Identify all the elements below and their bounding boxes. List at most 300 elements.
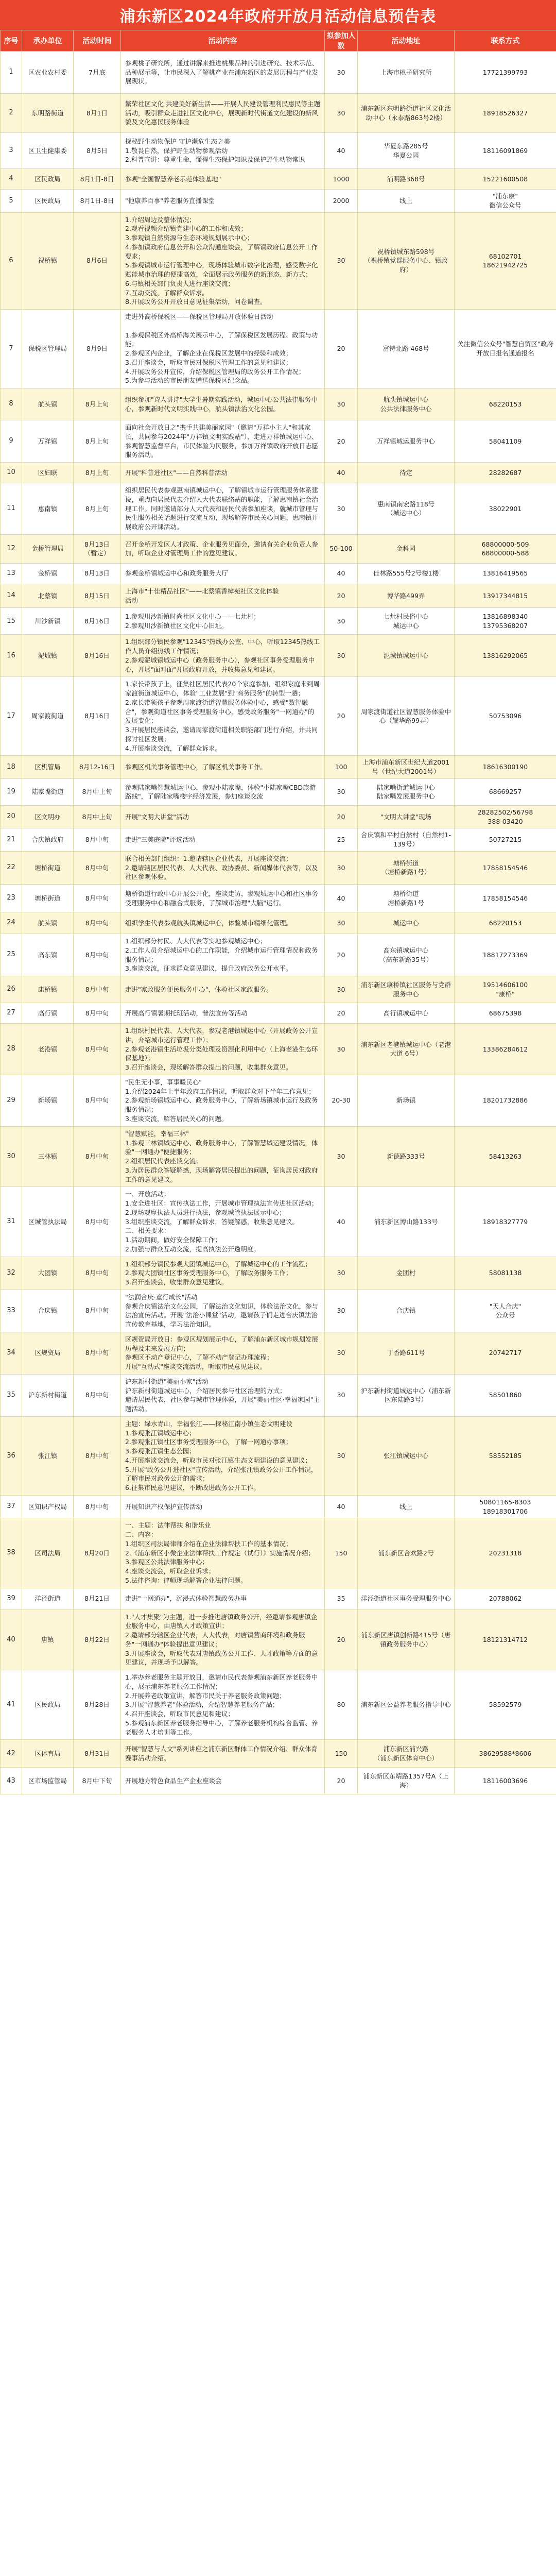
table-row — [1, 805, 556, 828]
cell-people: 40 — [325, 463, 358, 483]
table-row — [1, 212, 556, 310]
cell-time: 8月中旬 — [74, 1257, 121, 1290]
cell-no: 24 — [1, 912, 22, 934]
cell-no: 21 — [1, 828, 22, 852]
table-row — [1, 912, 556, 934]
cell-org: 洋泾街道 — [22, 1588, 74, 1609]
cell-addr: 惠南镇南宏路118号 （城运中心） — [358, 483, 455, 535]
cell-time: 8月上旬 — [74, 420, 121, 463]
cell-org: 区民政局 — [22, 169, 74, 190]
cell-content: 上海市"十佳精品社区"——北蔡镇香樟苑社区文化体验 活动 — [121, 584, 325, 608]
cell-org: 合庆镇政府 — [22, 828, 74, 852]
cell-contact: 18918327779 — [455, 1187, 556, 1257]
cell-time: 8月上旬 — [74, 483, 121, 535]
cell-people: 30 — [325, 52, 358, 94]
cell-people: 30 — [325, 1416, 358, 1495]
cell-content: 开展"文明大讲堂"活动 — [121, 805, 325, 828]
cell-addr: 周家渡街道社区智慧服务体验中心（耀华路99弄） — [358, 677, 455, 756]
table-row — [1, 190, 556, 213]
cell-contact: "浦东康" 微信公众号 — [455, 190, 556, 213]
cell-contact: 58081138 — [455, 1257, 556, 1290]
cell-contact: 20231318 — [455, 1518, 556, 1588]
cell-contact: 13917344815 — [455, 584, 556, 608]
cell-no: 26 — [1, 976, 22, 1003]
cell-people: 50-100 — [325, 534, 358, 563]
cell-org: 祝桥镇 — [22, 212, 74, 310]
table-row — [1, 934, 556, 976]
cell-addr: 待定 — [358, 463, 455, 483]
table-row — [1, 52, 556, 94]
cell-people: 30 — [325, 94, 358, 133]
cell-time: 8月13日 （暂定） — [74, 534, 121, 563]
cell-no: 41 — [1, 1670, 22, 1740]
cell-content: 组织学生代表参观航头镇城运中心，体验城市精细化管理。 — [121, 912, 325, 934]
cell-addr: 浦东新区合欢路2号 — [358, 1518, 455, 1588]
cell-contact: 18116003696 — [455, 1768, 556, 1794]
cell-addr: 航头镇城运中心 公共法律服务中心 — [358, 388, 455, 420]
cell-content: 召开金桥开发区人才政策、企业服务见面会，邀请有关企业负责人参加，听取企业对管理局工作的意见建议。 — [121, 534, 325, 563]
table-row — [1, 463, 556, 483]
table-row — [1, 635, 556, 677]
cell-time: 8月中旬 — [74, 1332, 121, 1374]
cell-org: 金桥管理局 — [22, 534, 74, 563]
cell-org: 区司法局 — [22, 1518, 74, 1588]
cell-people: 40 — [325, 563, 358, 584]
cell-time: 8月中下旬 — [74, 1768, 121, 1794]
cell-time: 8月1日-8日 — [74, 190, 121, 213]
cell-people: 40 — [325, 1187, 358, 1257]
cell-addr: 张江镇城运中心 — [358, 1416, 455, 1495]
cell-addr: 浦东新区东靖路1357号A（上海） — [358, 1768, 455, 1794]
cell-no: 31 — [1, 1187, 22, 1257]
cell-addr: 泥城镇城运中心 — [358, 635, 455, 677]
cell-time: 8月12-16日 — [74, 756, 121, 779]
cell-time: 8月中旬 — [74, 1003, 121, 1024]
cell-addr: 新德路333号 — [358, 1126, 455, 1187]
cell-people: 20 — [325, 805, 358, 828]
cell-contact: 20742717 — [455, 1332, 556, 1374]
cell-no: 3 — [1, 133, 22, 169]
cell-addr: 沪东新村街道城运中心（浦东新区东陆路3号） — [358, 1374, 455, 1416]
cell-time: 8月16日 — [74, 635, 121, 677]
cell-content: 塘桥街道行政中心开展公开化，座谈走访，参观城运中心和社区事务受理服务中心和融合式服务，了解城市治理"大脑"运行。 — [121, 885, 325, 912]
activity-table — [0, 30, 556, 1794]
cell-contact: 18918526327 — [455, 94, 556, 133]
cell-org: 高东镇 — [22, 934, 74, 976]
cell-contact: 58501860 — [455, 1374, 556, 1416]
cell-org: 东明路街道 — [22, 94, 74, 133]
cell-org: 老港镇 — [22, 1024, 74, 1075]
cell-addr: 万祥镇城运服务中心 — [358, 420, 455, 463]
cell-time: 8月中旬 — [74, 1416, 121, 1495]
table-row — [1, 608, 556, 635]
cell-content: 参观区机关事务管理中心，了解区机关事务工作。 — [121, 756, 325, 779]
cell-content: 走进外高桥保税区——保税区管理局开放体验日活动 1.参观保税区外高桥海关展示中心，了解保税区发展历程、政策与功能； 2.参观区内企业，了解企业在保税区发展中的经验和成效； 3.召开座谈会，听取市民对保税区管理工作的意见和建议； 4.开展政务公开宣传，介绍保税区管理局的政务公开工作情况； 5.为参与活动的市民朋友赠送保税区纪念品。 — [121, 310, 325, 388]
cell-time: 8月中旬 — [74, 1374, 121, 1416]
cell-time: 8月上旬 — [74, 388, 121, 420]
cell-addr: 金科园 — [358, 534, 455, 563]
cell-org: 区城管执法局 — [22, 1187, 74, 1257]
cell-addr: 高行镇城运中心 — [358, 1003, 455, 1024]
table-row — [1, 1374, 556, 1416]
cell-content: 参观桃子研究所，通过讲解来推进桃果品种的引进研究、技术示范、品种展示等，让市民深入了解桃产业在浦东新区的发展历程与产业发展现状。 — [121, 52, 325, 94]
cell-people: 30 — [325, 212, 358, 310]
cell-org: 航头镇 — [22, 912, 74, 934]
cell-content: 1.组织部分村民、人大代表等实地参观城运中心； 2.工作人员介绍城运中心的工作职能，介绍城市运行管理情况和政务服务情况； 3.座谈交流，征求群众意见建议，提升政府政务公开水平。 — [121, 934, 325, 976]
cell-contact: 20788062 — [455, 1588, 556, 1609]
cell-org: 张江镇 — [22, 1416, 74, 1495]
cell-content: 走进"一网通办"，沉浸式体验智慧政务办事 — [121, 1588, 325, 1609]
cell-time: 8月中旬 — [74, 1187, 121, 1257]
cell-time: 8月中旬 — [74, 851, 121, 884]
cell-time: 8月9日 — [74, 310, 121, 388]
table-row — [1, 1768, 556, 1794]
table-body — [1, 52, 556, 1794]
cell-org: 区民政局 — [22, 190, 74, 213]
cell-people: 30 — [325, 851, 358, 884]
cell-no: 18 — [1, 756, 22, 779]
cell-content: 1.介绍周边及整体情况； 2.观看视频介绍镇党建中心的工作和成效； 3.参观镇自然资源与生态环境规划展示中心； 4.参加镇政府信息公开和公众沟通座谈会，了解镇政府信息公开工作要求； 5.参观镇城市运行管理中心，现场体验城市数字化治理，感受数字化赋能城市治理的便捷高效，全面展示政务服务的新形态、新方式； 6.与镇相关部门负责人进行座谈交流； 7.互动交流，了解群众诉求。 8.开展政务公开开放日意见征集活动，问卷调查。 — [121, 212, 325, 310]
cell-contact: 58041109 — [455, 420, 556, 463]
table-row — [1, 1332, 556, 1374]
header-content: 活动内容 — [121, 30, 325, 52]
table-row — [1, 885, 556, 912]
header-org: 承办单位 — [22, 30, 74, 52]
cell-content: 走进"三美庭院"评选活动 — [121, 828, 325, 852]
cell-addr: 佳林路555号2号楼1楼 — [358, 563, 455, 584]
cell-content: 开展地方特色食品生产企业座谈会 — [121, 1768, 325, 1794]
cell-addr: 上海市桃子研究所 — [358, 52, 455, 94]
cell-no: 32 — [1, 1257, 22, 1290]
table-row — [1, 1495, 556, 1518]
cell-no: 1 — [1, 52, 22, 94]
cell-no: 14 — [1, 584, 22, 608]
cell-org: 区机管局 — [22, 756, 74, 779]
cell-people: 30 — [325, 635, 358, 677]
cell-no: 12 — [1, 534, 22, 563]
cell-time: 8月中旬 — [74, 1290, 121, 1332]
cell-time: 8月中旬 — [74, 1126, 121, 1187]
cell-people: 40 — [325, 1495, 358, 1518]
cell-no: 43 — [1, 1768, 22, 1794]
cell-time: 8月15日 — [74, 584, 121, 608]
cell-content: 开展高行镇暑期托班活动，普法宣传等活动 — [121, 1003, 325, 1024]
table-row — [1, 778, 556, 805]
cell-content: 一、开放活动： 1.安全进社区：宣传执法工作，开展城市管理执法宣传进社区活动； 2.现场观摩执法人员进行执法，参观城管执法展示中心； 3.组织座谈交流，了解群众诉求，答疑解惑，收集意见建议。 二、相关要求： 1.活动期间，做好安全保障工作； 2.加强与群众互动交流，提高执法公开透明度。 — [121, 1187, 325, 1257]
cell-contact: 68220153 — [455, 388, 556, 420]
cell-people: 30 — [325, 1257, 358, 1290]
cell-time: 8月中旬 — [74, 1075, 121, 1126]
cell-org: 区规资局 — [22, 1332, 74, 1374]
cell-content: 区规资局开放日：参观区规划展示中心，了解浦东新区城市规划发展历程及未来发展方向； 参观区不动产登记中心，了解不动产登记办理流程； 开展"互动式"座谈交流活动，听取市民意见建议。 — [121, 1332, 325, 1374]
cell-content: 1.参观川沙新镇时尚社区文化中心——七灶村； 2.参观川沙新镇社区文化中心旧址。 — [121, 608, 325, 635]
cell-no: 13 — [1, 563, 22, 584]
cell-time: 8月1日 — [74, 94, 121, 133]
header-people: 拟参加人数 — [325, 30, 358, 52]
cell-people: 30 — [325, 388, 358, 420]
header-time: 活动时间 — [74, 30, 121, 52]
cell-content: 繁荣社区文化 共建美好新生活——开展人民建设管理利民惠民等主题活动，吸引群众走进社区文化中心，展现新时代街道文化建设的新风貌及文化惠民服务体验 — [121, 94, 325, 133]
table-row — [1, 1126, 556, 1187]
cell-contact: 17721399793 — [455, 52, 556, 94]
cell-org: 航头镇 — [22, 388, 74, 420]
cell-contact: 18116091869 — [455, 133, 556, 169]
cell-content: 1."人才集聚"为主题，进一步推进唐镇政务公开，经邀请参观唐镇企业服务中心，由唐镇人才政策宣讲； 2.邀请部分辖区企业代表，人大代表，对唐镇营商环境和政务服务"一网通办"体验提出意见建议； 3.开展座谈会，听取代表对唐镇政务公开工作、人才政策等方面的意见建议，并现场予以解答。 — [121, 1609, 325, 1670]
table-row — [1, 420, 556, 463]
cell-content: "民生无小事，事事暖民心" 1.介绍2024年上半年政府工作情况，听取群众对下半年工作意见； 2.参观新场镇城运中心、政务服务中心，了解新场镇城市运行及政务服务情况； 3.座谈交流，解答居民关心的问题。 — [121, 1075, 325, 1126]
cell-time: 8月13日 — [74, 563, 121, 584]
cell-content: 主题：绿水青山，幸福张江——探秘江南小镇生态文明建设 1.参观张江镇城运中心； 2.参观张江镇社区事务受理服务中心，了解一网通办事项； 3.参观张江镇生态公园； 4.开展座谈交流会，听取市民对张江镇生态文明建设的意见建议； 5.开展"政务公开进社区"宣传活动，介绍张江镇政务公开工作情况，了解市民对政务公开的需求； 6.征集市民意见建议，不断改进政务公开工作。 — [121, 1416, 325, 1495]
cell-content: 面向社会开放日之"携手共建美丽家园"（邀请"万祥小主人"和其家长，共同参与2024年"万祥镇文明实践站"），走进万祥镇城运中心、参观智慧监督平台，市民体验为民服务，参加万祥镇政府开放日志愿服务活动。 — [121, 420, 325, 463]
cell-org: 区文明办 — [22, 805, 74, 828]
cell-org: 康桥镇 — [22, 976, 74, 1003]
cell-addr: 金团村 — [358, 1257, 455, 1290]
cell-no: 37 — [1, 1495, 22, 1518]
table-row — [1, 534, 556, 563]
cell-content: 走进"家政服务便民服务中心"，体验社区家政服务。 — [121, 976, 325, 1003]
cell-no: 34 — [1, 1332, 22, 1374]
cell-addr: 博华路499弄 — [358, 584, 455, 608]
cell-org: 区民政局 — [22, 1670, 74, 1740]
cell-addr: 浦东新区老港镇城运中心（老港大道 6号） — [358, 1024, 455, 1075]
cell-people: 20 — [325, 677, 358, 756]
table-row — [1, 828, 556, 852]
cell-org: 区体育局 — [22, 1740, 74, 1768]
cell-org: 陆家嘴街道 — [22, 778, 74, 805]
cell-people: 20 — [325, 934, 358, 976]
cell-content: 沪东新村街道"美丽小家"活动 沪东新村街道城运中心，介绍居民参与社区治理的方式； 邀请居民代表，社区参与城市管理体验，开展"美丽社区·幸福家园"主题活动。 — [121, 1374, 325, 1416]
cell-contact: 18616300190 — [455, 756, 556, 779]
cell-people: 20 — [325, 584, 358, 608]
table-row — [1, 851, 556, 884]
cell-people: 35 — [325, 1588, 358, 1609]
cell-content: 组织参加"诗人讲诗"大学生暑期实践活动，城运中心公共法律服务中心，参观新时代文明实践中心，航头镇法治文化公园。 — [121, 388, 325, 420]
table-row — [1, 1588, 556, 1609]
cell-people: 20-30 — [325, 1075, 358, 1126]
cell-time: 8月中旬 — [74, 912, 121, 934]
cell-contact: 50753096 — [455, 677, 556, 756]
cell-org: 三林镇 — [22, 1126, 74, 1187]
cell-no: 30 — [1, 1126, 22, 1187]
cell-org: 周家渡街道 — [22, 677, 74, 756]
header-addr: 活动地址 — [358, 30, 455, 52]
cell-people: 20 — [325, 310, 358, 388]
cell-people: 30 — [325, 1374, 358, 1416]
cell-addr: 洋泾街道社区事务受理服务中心 — [358, 1588, 455, 1609]
cell-no: 23 — [1, 885, 22, 912]
cell-contact: 38629588*8606 — [455, 1740, 556, 1768]
table-row — [1, 133, 556, 169]
cell-org: 泥城镇 — [22, 635, 74, 677]
cell-no: 15 — [1, 608, 22, 635]
cell-time: 8月16日 — [74, 608, 121, 635]
cell-org: 川沙新镇 — [22, 608, 74, 635]
cell-content: 1.组织部分镇民参观大团镇城运中心，了解城运中心的工作流程； 2.参观大团镇社区事务受理服务中心，了解政务服务工作； 3.召开座谈会，收集群众意见建议。 — [121, 1257, 325, 1290]
table-row — [1, 1075, 556, 1126]
cell-contact: 28282687 — [455, 463, 556, 483]
cell-contact: 17858154546 — [455, 851, 556, 884]
cell-time: 7月底 — [74, 52, 121, 94]
cell-content: 参观金桥镇城运中心和政务服务大厅 — [121, 563, 325, 584]
table-row — [1, 1740, 556, 1768]
cell-no: 35 — [1, 1374, 22, 1416]
cell-no: 20 — [1, 805, 22, 828]
cell-contact: 68220153 — [455, 912, 556, 934]
table-row — [1, 563, 556, 584]
page-title: 浦东新区2024年政府开放月活动信息预告表 — [119, 8, 437, 26]
cell-no: 4 — [1, 169, 22, 190]
cell-people: 40 — [325, 885, 358, 912]
cell-people: 30 — [325, 976, 358, 1003]
table-row — [1, 483, 556, 535]
cell-addr: 七灶村民俗中心 城运中心 — [358, 608, 455, 635]
cell-content: 一、主题：法律帮扶 和谐乐业 二、内容： 1.组织区司法局律师介绍在企业法律帮扶工作的基本情况； 2.《浦东新区小微企业法律帮扶工作规定（试行）》实施情况介绍； 3.参观区公共法律服务中心； 4.座谈交流会，听取企业诉求； 5.法律咨询：律师现场解答企业法律问题。 — [121, 1518, 325, 1588]
cell-contact: 68102701 18621942725 — [455, 212, 556, 310]
cell-addr: 富特北路 468号 — [358, 310, 455, 388]
table-row — [1, 677, 556, 756]
cell-addr: 浦东新区东明路街道社区文化活动中心（永泰路863号2楼） — [358, 94, 455, 133]
cell-contact: 18817273369 — [455, 934, 556, 976]
cell-org: 区卫生健康委 — [22, 133, 74, 169]
cell-org: 区知识产权局 — [22, 1495, 74, 1518]
cell-content: 联合相关部门组织：1.邀请辖区企业代表，开展座谈交流； 2.邀请辖区居民代表、人大代表、政协委员、新闻媒体代表等，以及社区参观体验。 — [121, 851, 325, 884]
cell-time: 8月中旬 — [74, 1495, 121, 1518]
cell-no: 17 — [1, 677, 22, 756]
cell-org: 唐镇 — [22, 1609, 74, 1670]
cell-org: 大团镇 — [22, 1257, 74, 1290]
cell-content: "他康养百事"养老服务直播课堂 — [121, 190, 325, 213]
table-row — [1, 584, 556, 608]
cell-content: 参观"全国智慧养老示范体验基地" — [121, 169, 325, 190]
cell-addr: "文明大讲堂"现场 — [358, 805, 455, 828]
cell-people: 30 — [325, 1332, 358, 1374]
cell-org: 区农业农村委 — [22, 52, 74, 94]
cell-people: 150 — [325, 1518, 358, 1588]
table-row — [1, 1024, 556, 1075]
cell-people: 1000 — [325, 169, 358, 190]
cell-no: 38 — [1, 1518, 22, 1588]
cell-time: 8月中旬 — [74, 828, 121, 852]
cell-no: 6 — [1, 212, 22, 310]
cell-org: 北蔡镇 — [22, 584, 74, 608]
cell-contact: 19514606100 "康桥" — [455, 976, 556, 1003]
cell-people: 30 — [325, 483, 358, 535]
cell-content: 探秘野生动物保护 守护濒危生态之美 1.敬畏自然，保护野生动物参观活动 2.科普宣讲：尊重生命，懂得生态保护知识及保护野生动物常识 — [121, 133, 325, 169]
table-row — [1, 1670, 556, 1740]
cell-contact: 50801165-8303 18918301706 — [455, 1495, 556, 1518]
cell-people: 30 — [325, 1290, 358, 1332]
cell-contact: 58552185 — [455, 1416, 556, 1495]
cell-addr: 合庆镇和平村自然村（自然村1-139号） — [358, 828, 455, 852]
cell-contact: 17858154546 — [455, 885, 556, 912]
table-row — [1, 976, 556, 1003]
cell-contact: 18201732886 — [455, 1075, 556, 1126]
cell-contact: 68675398 — [455, 1003, 556, 1024]
cell-content: "法润合庆·童行成长"活动 参观合庆镇法治文化公园，了解法治文化知识，体验法治文化，参与法治宣传活动。开展"法治小课堂"活动，邀请孩子们走进合庆镇法治宣传教育基地，学习法治知识。 — [121, 1290, 325, 1332]
cell-time: 8月20日 — [74, 1518, 121, 1588]
cell-no: 5 — [1, 190, 22, 213]
cell-people: 30 — [325, 912, 358, 934]
cell-addr: 浦东新区康桥镇社区服务与党群服务中心 — [358, 976, 455, 1003]
cell-contact: 13816292065 — [455, 635, 556, 677]
table-row — [1, 94, 556, 133]
cell-no: 28 — [1, 1024, 22, 1075]
cell-people: 20 — [325, 420, 358, 463]
cell-org: 区市场监管局 — [22, 1768, 74, 1794]
cell-addr: 高东镇城运中心 （高东新路35号） — [358, 934, 455, 976]
cell-content: "智慧赋能，幸福三林" 1.参观三林镇城运中心、政务服务中心，了解智慧城运建设情况，体验"一网通办"便捷服务； 2.组织居民代表座谈交流； 3.为居民群众答疑解惑，现场解答居民提出的问题，征询居民对政府工作的意见建议。 — [121, 1126, 325, 1187]
cell-no: 39 — [1, 1588, 22, 1609]
cell-no: 27 — [1, 1003, 22, 1024]
cell-addr: 塘桥街道 （塘桥新路1号） — [358, 851, 455, 884]
cell-addr: 线上 — [358, 1495, 455, 1518]
table-row — [1, 310, 556, 388]
cell-people: 80 — [325, 1670, 358, 1740]
cell-people: 150 — [325, 1740, 358, 1768]
cell-no: 7 — [1, 310, 22, 388]
cell-addr: 祝桥镇城东路598号 （祝桥镇党群服务中心、镇政府） — [358, 212, 455, 310]
table-header-row — [1, 30, 556, 52]
header-no: 序号 — [1, 30, 22, 52]
cell-addr: 陆家嘴街道城运中心 陆家嘴发展服务中心 — [358, 778, 455, 805]
cell-org: 塘桥街道 — [22, 851, 74, 884]
cell-addr: 浦东新区博山路133号 — [358, 1187, 455, 1257]
cell-time: 8月5日 — [74, 133, 121, 169]
cell-people: 20 — [325, 1768, 358, 1794]
title-bar — [0, 0, 556, 30]
cell-time: 8月中旬 — [74, 885, 121, 912]
cell-contact: 28282502/56798 388-03420 — [455, 805, 556, 828]
table-row — [1, 1518, 556, 1588]
cell-people: 30 — [325, 608, 358, 635]
cell-org: 惠南镇 — [22, 483, 74, 535]
cell-addr: 丁香路611号 — [358, 1332, 455, 1374]
cell-people: 2000 — [325, 190, 358, 213]
cell-contact: 13816419565 — [455, 563, 556, 584]
cell-contact: 38022901 — [455, 483, 556, 535]
cell-no: 25 — [1, 934, 22, 976]
cell-org: 高行镇 — [22, 1003, 74, 1024]
cell-no: 42 — [1, 1740, 22, 1768]
cell-contact: 68800000-509 68800000-588 — [455, 534, 556, 563]
cell-people: 30 — [325, 1024, 358, 1075]
table-row — [1, 756, 556, 779]
cell-org: 新场镇 — [22, 1075, 74, 1126]
cell-org: 区妇联 — [22, 463, 74, 483]
cell-addr: 城运中心 — [358, 912, 455, 934]
cell-no: 40 — [1, 1609, 22, 1670]
cell-no: 29 — [1, 1075, 22, 1126]
cell-time: 8月1日-8日 — [74, 169, 121, 190]
cell-contact: 13816898340 13795368207 — [455, 608, 556, 635]
cell-content: 1.举办养老服务主题开放日，邀请市民代表参观浦东新区养老服务中心，展示浦东养老服务工作情况； 2.开展养老政策宣讲，解答市民关于养老服务政策问题； 3.开展"智慧养老"体验活动，介绍智慧养老服务产品； 4.召开座谈会，听取市民意见和建议； 5.参观浦东新区养老服务指导中心，了解养老服务机构综合监管、养老服务人才培训等工作。 — [121, 1670, 325, 1740]
cell-org: 金桥镇 — [22, 563, 74, 584]
cell-addr: 线上 — [358, 190, 455, 213]
cell-contact: 15221600508 — [455, 169, 556, 190]
cell-org: 塘桥街道 — [22, 885, 74, 912]
cell-contact: 50727215 — [455, 828, 556, 852]
cell-time: 8月上旬 — [74, 463, 121, 483]
cell-time: 8月21日 — [74, 1588, 121, 1609]
cell-org: 沪东新村街道 — [22, 1374, 74, 1416]
cell-addr: 浦明路368号 — [358, 169, 455, 190]
cell-no: 10 — [1, 463, 22, 483]
cell-no: 16 — [1, 635, 22, 677]
cell-time: 8月中旬 — [74, 976, 121, 1003]
cell-addr: 华夏东路285号 华夏公园 — [358, 133, 455, 169]
cell-content: 参观陆家嘴智慧城运中心，参观小陆家嘴，体验"小陆家嘴CBD旅游路线"，了解陆家嘴楼宇经济发展，参加座谈交流 — [121, 778, 325, 805]
cell-time: 8月16日 — [74, 677, 121, 756]
